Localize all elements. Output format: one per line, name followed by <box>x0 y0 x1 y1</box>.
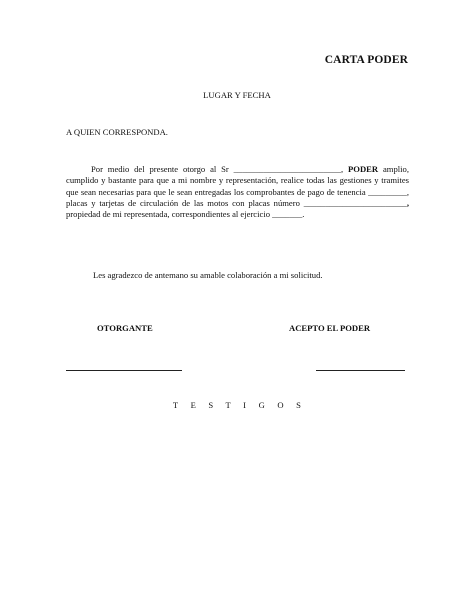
document-title: CARTA PODER <box>324 54 408 66</box>
accept-power-label: ACEPTO EL PODER <box>289 323 371 333</box>
body-text-part-3: propiedad de mi representada, correspondientes al ejercicio _______. <box>66 209 305 220</box>
place-and-date: LUGAR Y FECHA <box>203 90 271 100</box>
power-word: PODER <box>348 164 379 174</box>
salutation: A QUIEN CORRESPONDA. <box>66 127 168 137</box>
grantor-signature-line <box>66 370 182 371</box>
body-paragraph <box>66 164 409 220</box>
bold-comma: , <box>406 197 409 208</box>
attorney-signature-line <box>316 370 405 371</box>
thanks-line: Les agradezco de antemano su amable colaboración a mi solicitud. <box>93 270 323 280</box>
witnesses-heading: T E S T I G O S <box>172 400 307 410</box>
grantor-label: OTORGANTE <box>97 323 153 333</box>
body-text-part-2: amplio, cumplido y bastante para que a mi nombre y representación, realice todas las gestiones y tramites que sean necesarias para que le sean entregadas los comprobantes de pago de tenencia _________, placas y tarjetas de circulación de las motos con placas número ________________________ <box>66 164 409 208</box>
body-text-part-1: Por medio del presente otorgo al Sr _________________________, <box>91 164 349 174</box>
